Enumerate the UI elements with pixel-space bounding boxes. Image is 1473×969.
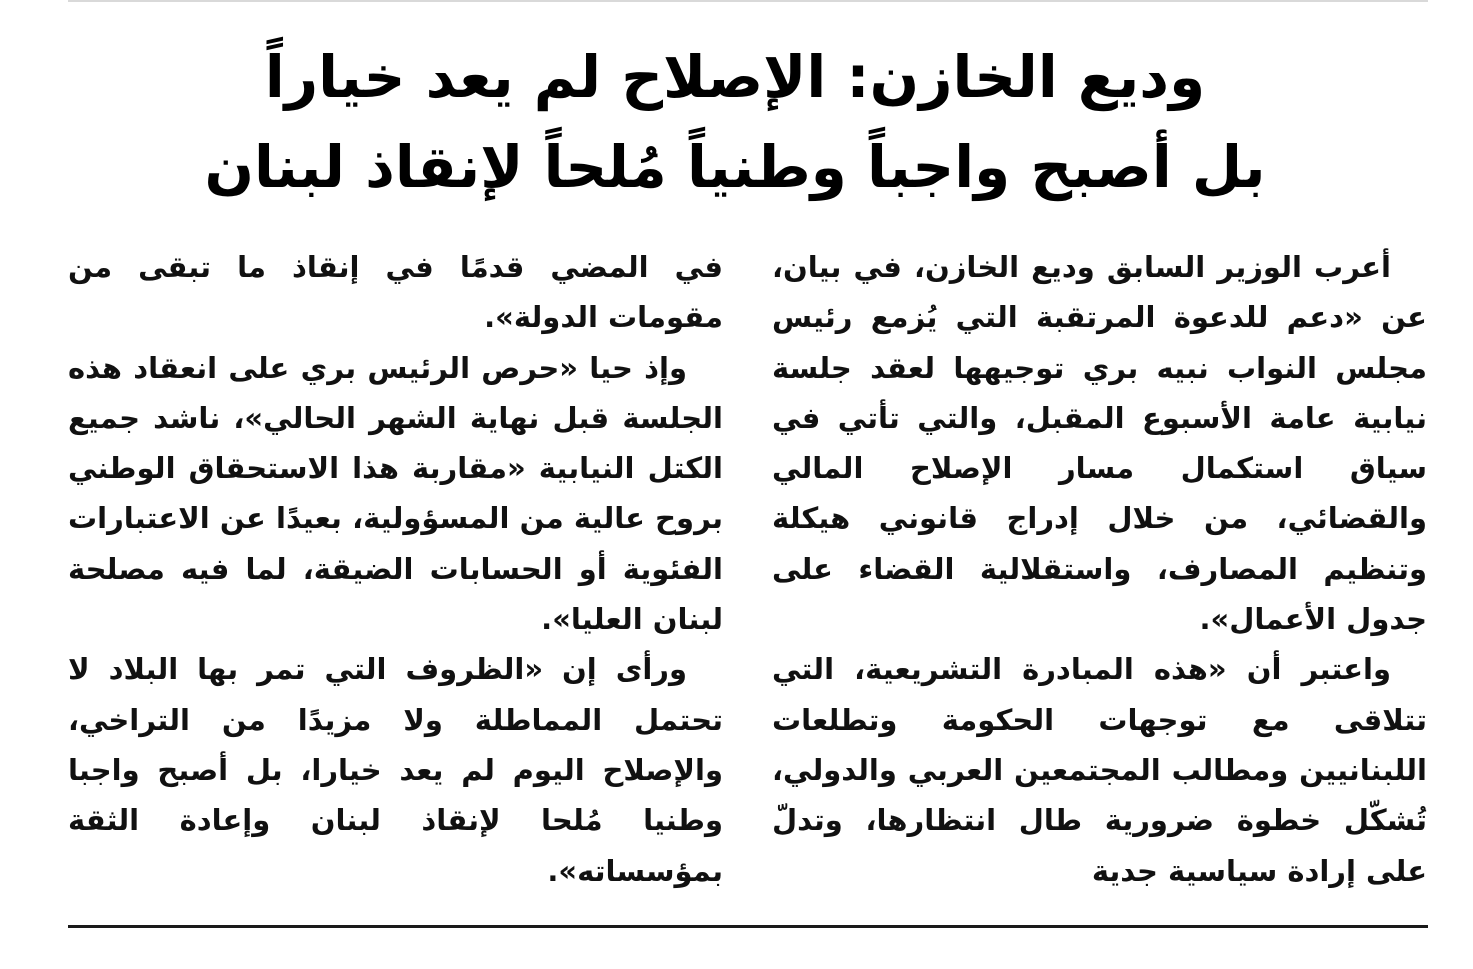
left-paragraph-3: ورأى إن «الظروف التي تمر بها البلاد لا تحتمل المماطلة ولا مزيدًا من التراخي، والإصلاح اليوم لم يعد خيارا، بل أصبح واجبا وطنيا مُلحا لإنقاذ لبنان وإعادة الثقة بمؤسساته». [68, 652, 723, 888]
top-divider [68, 0, 1428, 2]
headline-line-1: وديع الخازن: الإصلاح لم يعد خياراً [264, 43, 1206, 111]
right-paragraph-1: أعرب الوزير السابق وديع الخازن، في بيان، عن «دعم للدعوة المرتقبة التي يُزمع رئيس مجلس النواب نبيه بري توجيهها لعقد جلسة نيابية عامة الأسبوع المقبل، والتي تأتي في سياق استكمال مسار الإصلاح المالي والقضائي، من خلال إدراج قانوني هيكلة وتنظيم المصارف، واستقلالية القضاء على جدول الأعمال». [772, 250, 1427, 637]
article-column-left [68, 242, 723, 896]
left-paragraph-2: وإذ حيا «حرص الرئيس بري على انعقاد هذه الجلسة قبل نهاية الشهر الحالي»، ناشد جميع الكتل النيابية «مقاربة هذا الاستحقاق الوطني بروح عالية من المسؤولية، بعيدًا عن الاعتبارات الفئوية أو الحسابات الضيقة، لما فيه مصلحة لبنان العليا». [68, 350, 723, 637]
bottom-divider [68, 925, 1428, 928]
right-paragraph-2: واعتبر أن «هذه المبادرة التشريعية، التي تتلاقى مع توجهات الحكومة وتطلعات اللبنانيين ومطالب المجتمعين العربي والدولي، تُشكّل خطوة ضرورية طال انتظارها، وتدلّ على إرادة سياسية جدية [772, 652, 1427, 888]
left-paragraph-1: في المضي قدمًا في إنقاذ ما تبقى من مقومات الدولة». [68, 250, 723, 335]
article-column-right [772, 242, 1427, 896]
headline-line-2: بل أصبح واجباً وطنياً مُلحاً لإنقاذ لبنان [204, 133, 1266, 201]
article-headline [200, 32, 1270, 212]
